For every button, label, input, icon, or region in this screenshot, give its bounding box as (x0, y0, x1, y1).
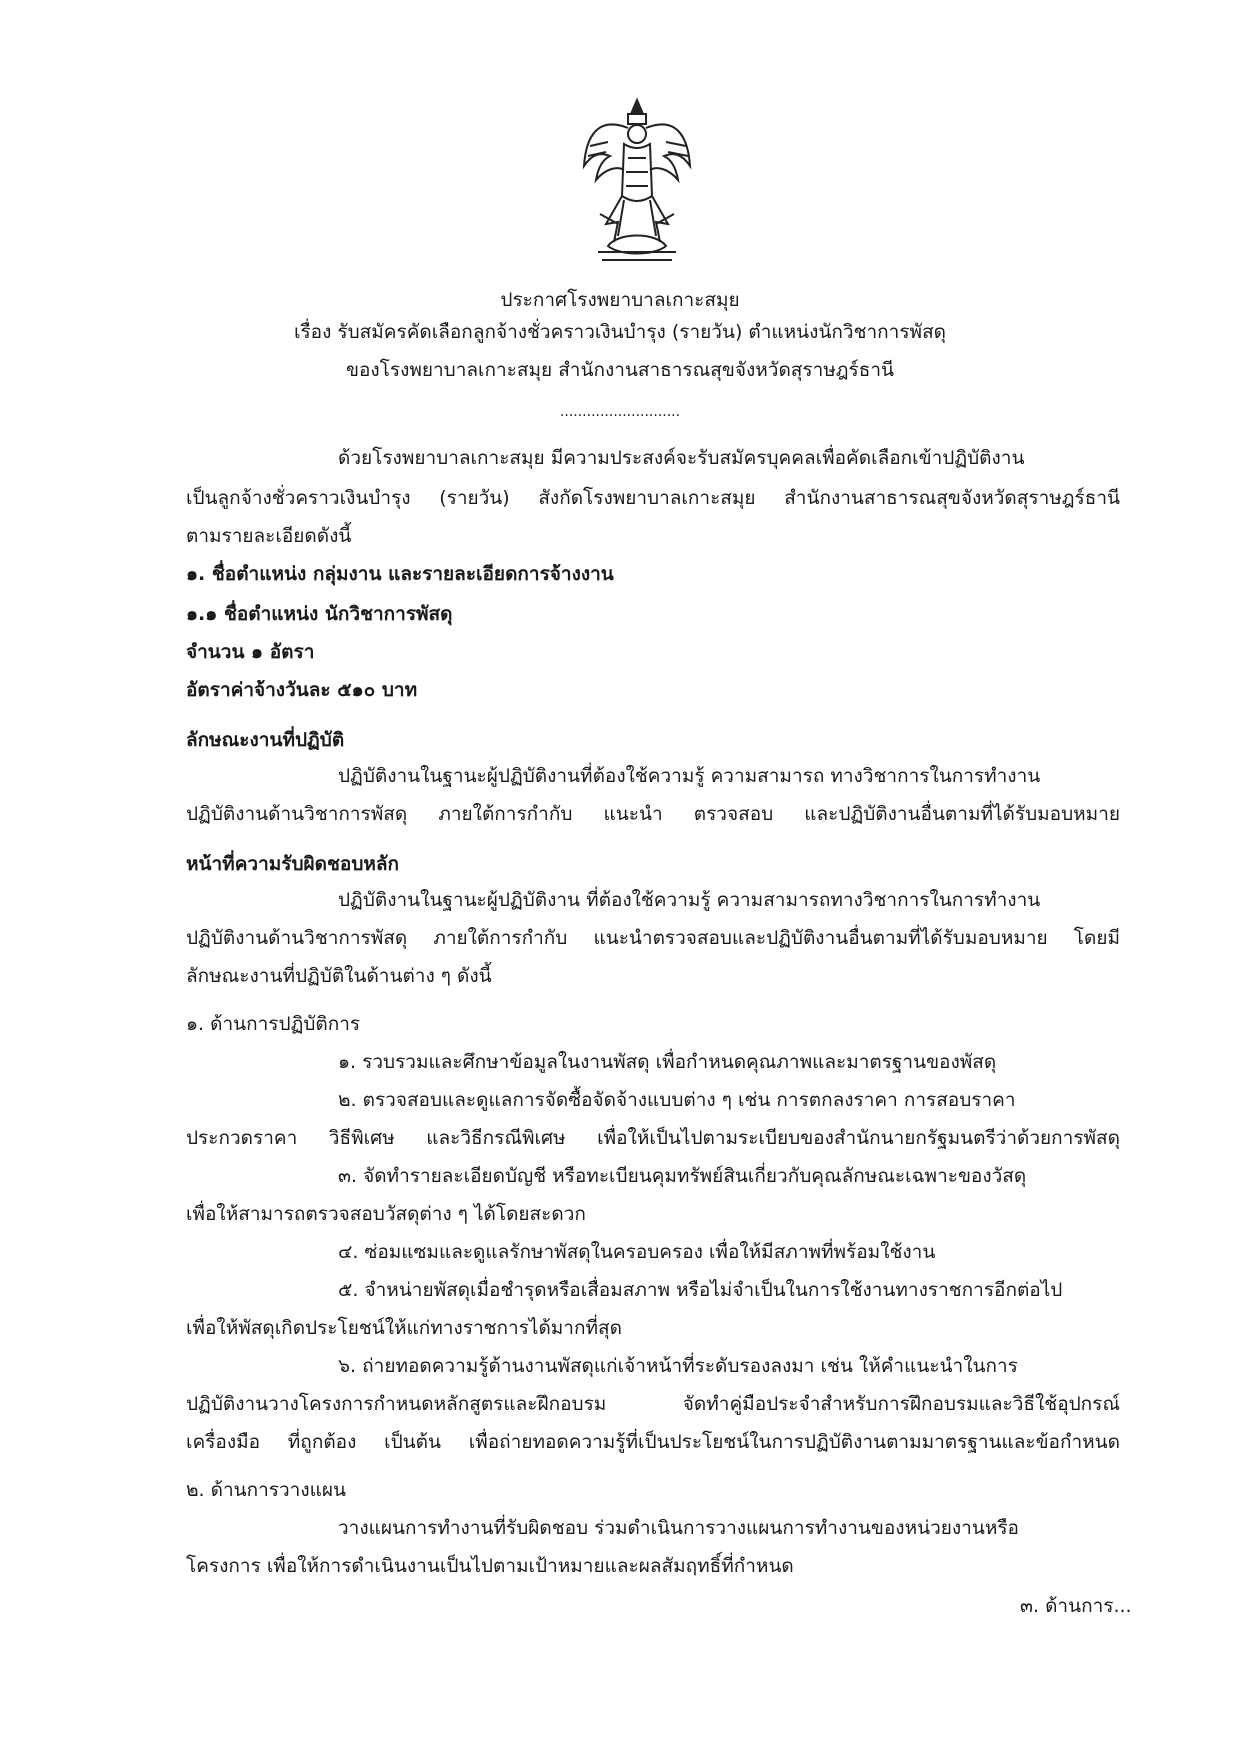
header-separator: ........................... (559, 404, 681, 420)
planning-line: โครงการ เพื่อให้การดำเนินงานเป็นไปตามเป้าหมายและผลสัมฤทธิ์ที่กำหนด (186, 1555, 794, 1577)
operations-item-cont: เพื่อให้พัสดุเกิดประโยชน์ให้แก่ทางราชการได้มากที่สุด (186, 1317, 622, 1339)
duties-line: ลักษณะงานที่ปฏิบัติในด้านต่าง ๆ ดังนี้ (186, 965, 492, 987)
operations-item: ๔. ซ่อมแซมและดูแลรักษาพัสดุในครอบครอง เพื่อให้มีสภาพที่พร้อมใช้งาน (338, 1241, 936, 1263)
operations-item-cont: ประกวดราคา วิธีพิเศษ และวิธีกรณีพิเศษ เพื่อให้เป็นไปตามระเบียบของสำนักนายกรัฐมนตรีว่าด้วยการพัสดุ (186, 1127, 1120, 1149)
job-nature-line: ปฏิบัติงานด้านวิชาการพัสดุ ภายใต้การกำกับ แนะนำ ตรวจสอบ และปฏิบัติงานอื่นตามที่ได้รับมอบหมาย (186, 803, 1120, 825)
operations-item-cont: เครื่องมือ ที่ถูกต้อง เป็นต้น เพื่อถ่ายทอดความรู้ที่เป็นประโยชน์ในการปฏิบัติงานตามมาตรฐานและข้อกำหนด (186, 1431, 1120, 1453)
job-nature-heading: ลักษณะงานที่ปฏิบัติ (186, 729, 345, 751)
page-continuation: ๓. ด้านการ... (1020, 1595, 1132, 1617)
duties-heading: หน้าที่ความรับผิดชอบหลัก (186, 853, 400, 875)
announcement-title: ประกาศโรงพยาบาลเกาะสมุย (500, 289, 740, 311)
position-heading: ๑. ชื่อตำแหน่ง กลุ่มงาน และรายละเอียดการจ้างงาน (186, 563, 614, 585)
position-count: จำนวน ๑ อัตรา (186, 641, 315, 663)
planning-line: วางแผนการทำงานที่รับผิดชอบ ร่วมดำเนินการวางแผนการทำงานของหน่วยงานหรือ (338, 1517, 1019, 1539)
operations-item: ๓. จัดทำรายละเอียดบัญชี หรือทะเบียนคุมทรัพย์สินเกี่ยวกับคุณลักษณะเฉพาะของวัสดุ (338, 1165, 1027, 1187)
intro-line: ตามรายละเอียดดังนี้ (186, 525, 352, 547)
operations-heading: ๑. ด้านการปฏิบัติการ (186, 1013, 361, 1035)
planning-heading: ๒. ด้านการวางแผน (186, 1479, 346, 1501)
operations-item-cont: เพื่อให้สามารถตรวจสอบวัสดุต่าง ๆ ได้โดยสะดวก (186, 1203, 586, 1225)
announcement-organization: ของโรงพยาบาลเกาะสมุย สำนักงานสาธารณสุขจังหวัดสุราษฎร์ธานี (345, 359, 895, 381)
operations-item: ๖. ถ่ายทอดความรู้ด้านงานพัสดุแก่เจ้าหน้าที่ระดับรองลงมา เช่น ให้คำแนะนำในการ (338, 1355, 1018, 1377)
job-nature-line: ปฏิบัติงานในฐานะผู้ปฏิบัติงานที่ต้องใช้ความรู้ ความสามารถ ทางวิชาการในการทำงาน (338, 765, 1041, 787)
announcement-subject: เรื่อง รับสมัครคัดเลือกลูกจ้างชั่วคราวเงินบำรุง (รายวัน) ตำแหน่งนักวิชาการพัสดุ (293, 321, 947, 343)
operations-item-cont: ปฏิบัติงานวางโครงการกำหนดหลักสูตรและฝึกอบรม จัดทำคู่มือประจำสำหรับการฝึกอบรมและวิธีใช้อุปกรณ์ (186, 1393, 1120, 1415)
duties-line: ปฏิบัติงานในฐานะผู้ปฏิบัติงาน ที่ต้องใช้ความรู้ ความสามารถทางวิชาการในการทำงาน (338, 889, 1041, 911)
duties-line: ปฏิบัติงานด้านวิชาการพัสดุ ภายใต้การกำกับ แนะนำตรวจสอบและปฏิบัติงานอื่นตามที่ได้รับมอบหมาย โดยมี (186, 927, 1120, 949)
operations-item: ๒. ตรวจสอบและดูแลการจัดซื้อจัดจ้างแบบต่าง ๆ เช่น การตกลงราคา การสอบราคา (338, 1089, 1016, 1111)
intro-line: เป็นลูกจ้างชั่วคราวเงินบำรุง (รายวัน) สังกัดโรงพยาบาลเกาะสมุย สำนักงานสาธารณสุขจังหวัดสุราษฎร์ธานี (186, 487, 1120, 509)
position-name: ๑.๑ ชื่อตำแหน่ง นักวิชาการพัสดุ (186, 603, 453, 625)
garuda-emblem-icon (578, 96, 696, 268)
operations-item: ๕. จำหน่ายพัสดุเมื่อชำรุดหรือเสื่อมสภาพ หรือไม่จำเป็นในการใช้งานทางราชการอีกต่อไป (338, 1279, 1063, 1301)
intro-line: ด้วยโรงพยาบาลเกาะสมุย มีความประสงค์จะรับสมัครบุคคลเพื่อคัดเลือกเข้าปฏิบัติงาน (338, 447, 1025, 469)
operations-item: ๑. รวบรวมและศึกษาข้อมูลในงานพัสดุ เพื่อกำหนดคุณภาพและมาตรฐานของพัสดุ (338, 1051, 997, 1073)
position-wage: อัตราค่าจ้างวันละ ๕๑๐ บาท (186, 679, 418, 701)
